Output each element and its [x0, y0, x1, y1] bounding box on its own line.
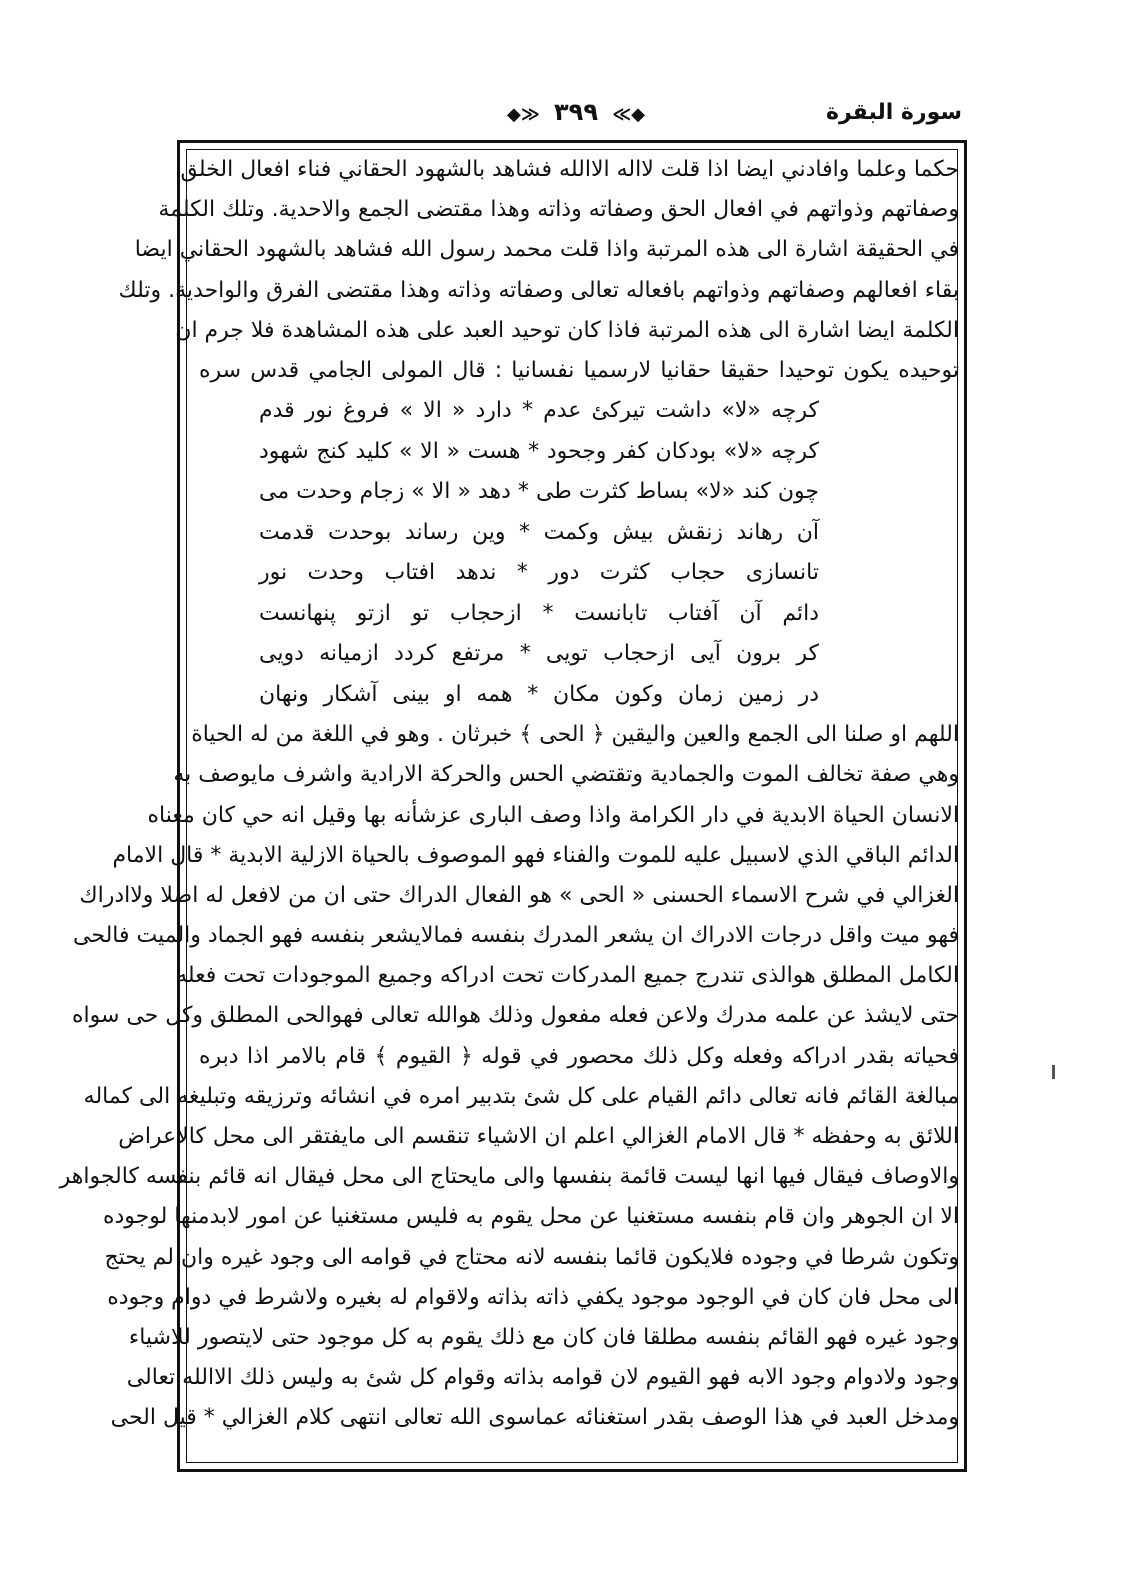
- text-line: مبالغة القائم فانه تعالى دائم القيام على كل شئ بتدبير امره في انشائه وترزيقه وتبليغه الى كماله: [83, 1083, 959, 1109]
- poem-verse: چون كند «لا» بساط كثرت طى * دهد « الا » زجام وحدت مى: [259, 479, 819, 505]
- page-number-block: [501, 98, 651, 126]
- poem-block: [259, 391, 819, 715]
- text-line: الغزالي في شرح الاسماء الحسنى « الحى » هو الفعال الدراك حتى ان من لافعل له اصلا ولاادراك: [79, 882, 959, 908]
- text-line: فحياته بقدر ادراكه وفعله وكل ذلك محصور في قوله ﴿ القيوم ﴾ قام بالامر اذا دبره: [199, 1043, 959, 1069]
- text-line: الدائم الباقي الذي لاسبيل عليه للموت والفناء فهو الموصوف بالحياة الازلية الابدية * قال الامام: [112, 842, 959, 868]
- text-line: الا ان الجوهر وان قام بنفسه مستغنيا عن محل يقوم به فليس مستغنيا عن امور لابدمنها لوجوده: [102, 1204, 959, 1230]
- text-line: وجود غيره فهو القائم بنفسه مطلقا فان كان مع ذلك يقوم به كل موجود حتى لايتصور للاشياء: [128, 1324, 959, 1350]
- poem-verse: كرچه «لا» بودكان كفر وجحود * هست « الا » كليد كنج شهود: [259, 438, 819, 464]
- surah-title: سورة البقرة: [825, 100, 962, 125]
- poem-verse: در زمين زمان وكون مكان * همه او بينى آشكار ونهان: [259, 681, 819, 707]
- poem-verse: كر برون آيى ازحجاب تويى * مرتفع كردد ازميانه دويى: [259, 641, 819, 667]
- poem-verse: تانسازى حجاب كثرت دور * ندهد افتاب وحدت نور: [259, 560, 819, 586]
- poem-verse: كرچه «لا» داشت تيركئ عدم * دارد « الا » فروغ نور قدم: [259, 398, 819, 424]
- page-header: [190, 98, 962, 138]
- margin-mark: [1052, 1065, 1055, 1079]
- text-line: في الحقيقة اشارة الى هذه المرتبة واذا قلت محمد رسول الله فشاهد بالشهود الحقاني ايضا: [134, 237, 959, 263]
- text-line: الكلمة ايضا اشارة الى هذه المرتبة فاذا كان توحيد العبد على هذه المشاهدة فلا جرم ان: [175, 317, 959, 343]
- text-line: الكامل المطلق هوالذى تندرج جميع المدركات تحت ادراكه وجميع الموجودات تحت فعله: [176, 963, 959, 989]
- poem-verse: آن رهاند زنقش بيش وكمت * وين رساند بوحدت قدمت: [259, 519, 819, 545]
- text-line: حتى لايشذ عن علمه مدرك ولاعن فعله مفعول وذلك هوالله تعالى فهوالحى المطلق وكل حى سواه: [71, 1003, 959, 1029]
- text-line: فهو ميت واقل درجات الادراك ان يشعر المدرك بنفسه فمالايشعر بنفسه فهو الجماد والميت فالحى: [73, 923, 959, 949]
- text-line: الانسان الحياة الابدية في دار الكرامة واذا وصف البارى عزشأنه بها وقيل انه حي كان معناه: [147, 802, 959, 828]
- text-line: بقاء افعالهم وصفاتهم وذواتهم بافعاله تعالى وصفاته وذاته وهذا مقتضى الفرق والواحدية. وتلك: [118, 277, 959, 303]
- prose-top: [118, 150, 959, 391]
- text-line: والاوصاف فيقال فيها انها ليست قائمة بنفسها والى مايحتاج الى محل فيقال انه قائم بنفسه كالجواهر: [59, 1164, 959, 1190]
- text-line: اللائق به وحفظه * قال الامام الغزالي اعلم ان الاشياء تنقسم الى مايفتقر الى محل كالاعراض: [118, 1124, 959, 1149]
- ornament-icon: ◆≫: [612, 104, 646, 125]
- text-line: وجود ولادوام وجود الابه فهو القيوم لان قوامه بذاته وقوام كل شئ به وليس ذلك الاالله تعالى: [126, 1365, 959, 1391]
- poem-verse: دائم آن آفتاب تابانست * ازحجاب تو ازتو پنهانست: [259, 600, 819, 626]
- text-line: ومدخل العبد في هذا الوصف بقدر استغنائه عماسوى الله تعالى انتهى كلام الغزالي * قيل الحى: [110, 1405, 959, 1431]
- text-line: الى محل فان كان في الوجود موجود يكفي ذاته بذاته ولاقوام له بغيره ولاشرط في دوام وجوده: [107, 1284, 959, 1310]
- text-line: وصفاتهم وذواتهم في افعال الحق وصفاته وذاته وهذا مقتضى الجمع والاحدية. وتلك الكلمة: [158, 197, 959, 223]
- text-line: اللهم او صلنا الى الجمع والعين واليقين ﴿ الحى ﴾ خبرثان . وهو في اللغة من له الحياة: [191, 722, 959, 748]
- text-line: وتكون شرطا في وجوده فلايكون قائما بنفسه لانه محتاج في قوامه الى وجود غيره وان لم يحتج: [104, 1244, 959, 1270]
- prose-bottom: [59, 715, 959, 1438]
- text-line: وهي صفة تخالف الموت والجمادية وتقتضي الحس والحركة الارادية واشرف مايوصف به: [173, 762, 959, 788]
- page-number: ٣٩٩: [554, 98, 598, 126]
- text-line: توحيده يكون توحيدا حقيقا حقانيا لارسميا نفسانيا : قال المولى الجامي قدس سره: [199, 357, 959, 383]
- main-text: [59, 150, 959, 1439]
- text-line: حكما وعلما وافادني ايضا اذا قلت لااله الاالله فشاهد بالشهود الحقاني فناء افعال الخلق: [180, 157, 959, 182]
- ornament-icon: ≪◆: [506, 104, 540, 125]
